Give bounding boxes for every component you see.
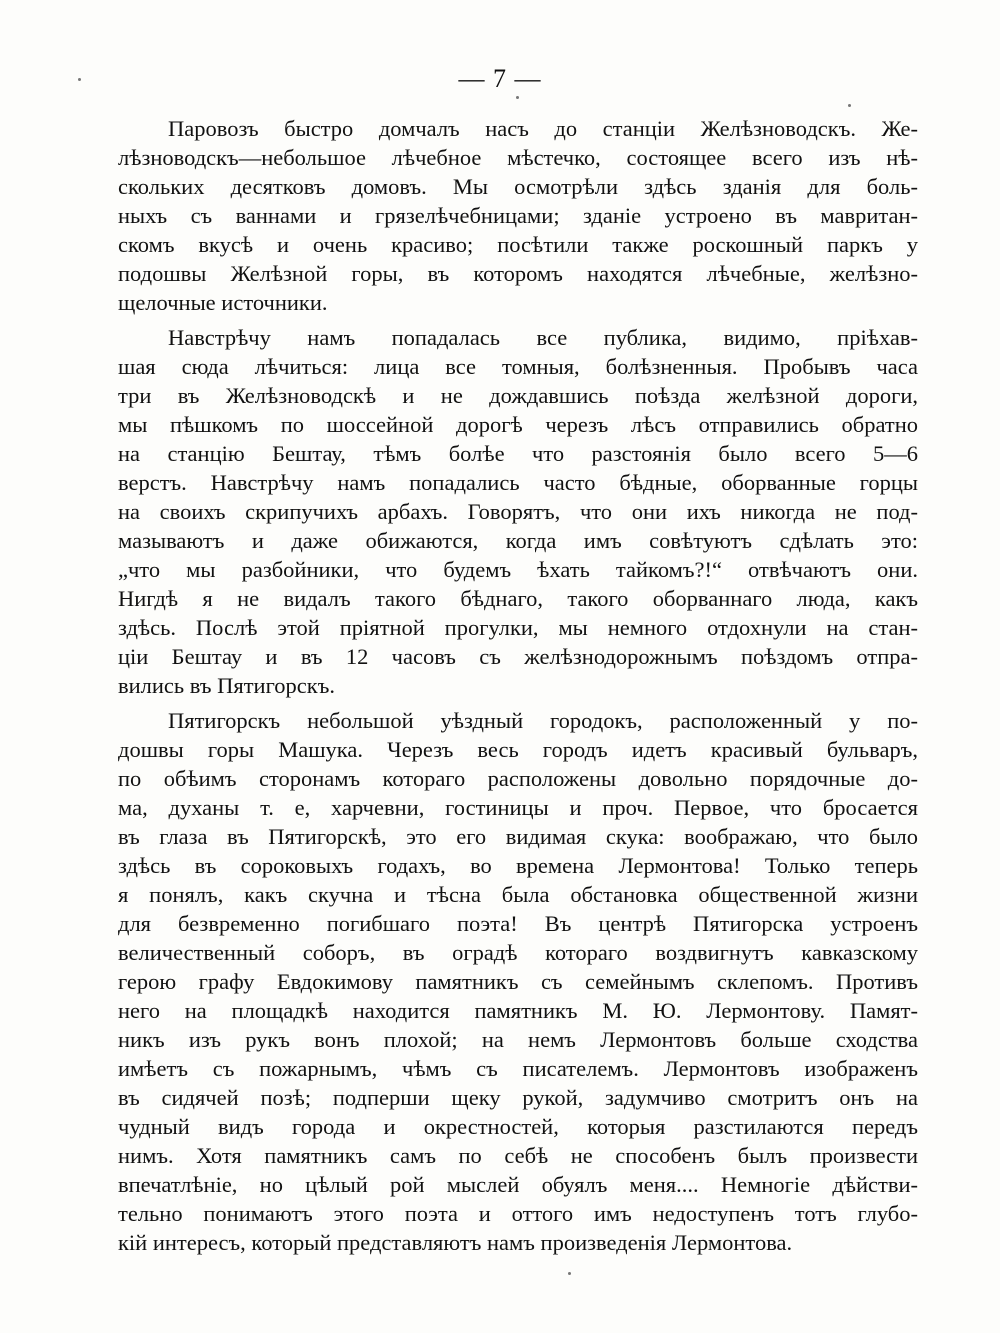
text-line: мы пѣшкомъ по шоссейной дорогѣ черезъ лѣсъ отправились обратно	[118, 412, 918, 437]
text-line: Пятигорскъ небольшой уѣздный городокъ, расположенный у по-	[168, 708, 918, 733]
text-line: никъ изъ рукъ вонъ плохой; на немъ Лермонтовъ больше сходства	[118, 1027, 918, 1052]
text-line: ма, духаны т. е, харчевни, гостиницы и проч. Первое, что бросается	[118, 795, 918, 820]
text-line: имѣетъ съ пожарнымъ, чѣмъ съ писателемъ. Лермонтовъ изображенъ	[118, 1056, 918, 1081]
text-line: въ сидячей позѣ; подперши щеку рукой, задумчиво смотритъ онъ на	[118, 1085, 918, 1110]
page-number: — 7 —	[458, 64, 542, 93]
scan-speck	[848, 104, 851, 107]
text-line: три въ Желѣзноводскѣ и не дождавшись поѣзда желѣзной дороги,	[118, 383, 918, 408]
text-line: „что мы разбойники, что будемъ ѣхать тайкомъ?!“ отвѣчаютъ они.	[118, 557, 918, 582]
text-line: подошвы Желѣзной горы, въ которомъ находятся лѣчебные, желѣзно-	[118, 261, 918, 286]
text-line: кій интересъ, который представляютъ намъ произведенія Лермонтова.	[118, 1230, 793, 1255]
text-line: лѣзноводскъ—небольшое лѣчебное мѣстечко, состоящее всего изъ нѣ-	[118, 145, 918, 170]
text-line: шая сюда лѣчиться: лица все томныя, болѣзненныя. Пробывъ часа	[118, 354, 918, 379]
text-line: по обѣимъ сторонамъ котораго расположены довольно порядочные до-	[118, 766, 918, 791]
text-line: нимъ. Хотя памятникъ самъ по себѣ не способенъ былъ произвести	[118, 1143, 918, 1168]
text-line: верстъ. Навстрѣчу намъ попадались часто бѣдные, оборванные горцы	[118, 470, 918, 495]
text-line: вились въ Пятигорскъ.	[118, 673, 335, 698]
text-line: здѣсь. Послѣ этой пріятной прогулки, мы немного отдохнули на стан-	[118, 615, 918, 640]
text-line: ныхъ съ ваннами и грязелѣчебницами; зданіе устроено въ мавритан-	[118, 203, 918, 228]
scan-speck	[516, 96, 519, 99]
text-line: скольких десятковъ домовъ. Мы осмотрѣли здѣсь зданія для боль-	[118, 174, 918, 199]
text-line: Нигдѣ я не видалъ такого бѣднаго, такого оборваннаго люда, какъ	[118, 586, 918, 611]
text-line: дошвы горы Машука. Черезъ весь городъ идетъ красивый бульваръ,	[118, 737, 918, 762]
text-line: для безвременно погибшаго поэта! Въ центрѣ Пятигорска устроенъ	[118, 911, 918, 936]
text-line: въ глаза въ Пятигорскѣ, это его видимая скука: воображаю, что было	[118, 824, 918, 849]
text-line: чудный видъ города и окрестностей, которыя разстилаются передъ	[118, 1114, 918, 1139]
text-line: на станцію Бештау, тѣмъ болѣе что разстоянія было всего 5—6	[118, 441, 918, 466]
text-line: мазываютъ и даже обижаются, когда имъ совѣтуютъ сдѣлать это:	[118, 528, 918, 553]
scan-speck	[568, 1272, 571, 1275]
text-line: тельно понимаютъ этого поэта и оттого имъ недоступенъ тотъ глубо-	[118, 1201, 918, 1226]
scan-speck	[78, 78, 81, 81]
text-line: здѣсь въ сороковыхъ годахъ, во времена Лермонтова! Только теперь	[118, 853, 918, 878]
text-line: впечатлѣніе, но цѣлый рой мыслей обуялъ меня.... Немногіе дѣйстви-	[118, 1172, 918, 1197]
paragraph	[118, 706, 918, 1257]
text-line: я понялъ, какъ скучна и тѣсна была обстановка общественной жизни	[118, 882, 918, 907]
text-line: величественный соборъ, въ оградѣ котораго воздвигнутъ кавказскому	[118, 940, 918, 965]
text-line: Навстрѣчу намъ попадалась все публика, видимо, пріѣхав-	[168, 325, 918, 350]
text-line: герою графу Евдокимову памятникъ съ семейнымъ склепомъ. Противъ	[118, 969, 918, 994]
text-line: ціи Бештау и въ 12 часовъ съ желѣзнодорожнымъ поѣздомъ отпра-	[118, 644, 918, 669]
text-line: него на площадкѣ находится памятникъ М. Ю. Лермонтову. Памят-	[118, 998, 918, 1023]
text-line: щелочные источники.	[118, 290, 328, 315]
paragraph	[118, 323, 918, 700]
paragraph	[118, 114, 918, 317]
text-line: Паровозъ быстро домчалъ насъ до станціи Желѣзноводскъ. Же-	[168, 116, 918, 141]
text-line: на своихъ скрипучихъ арбахъ. Говорятъ, что они ихъ никогда не под-	[118, 499, 918, 524]
text-line: скомъ вкусѣ и очень красиво; посѣтили также роскошный паркъ у	[118, 232, 918, 257]
body-text	[118, 114, 918, 1263]
